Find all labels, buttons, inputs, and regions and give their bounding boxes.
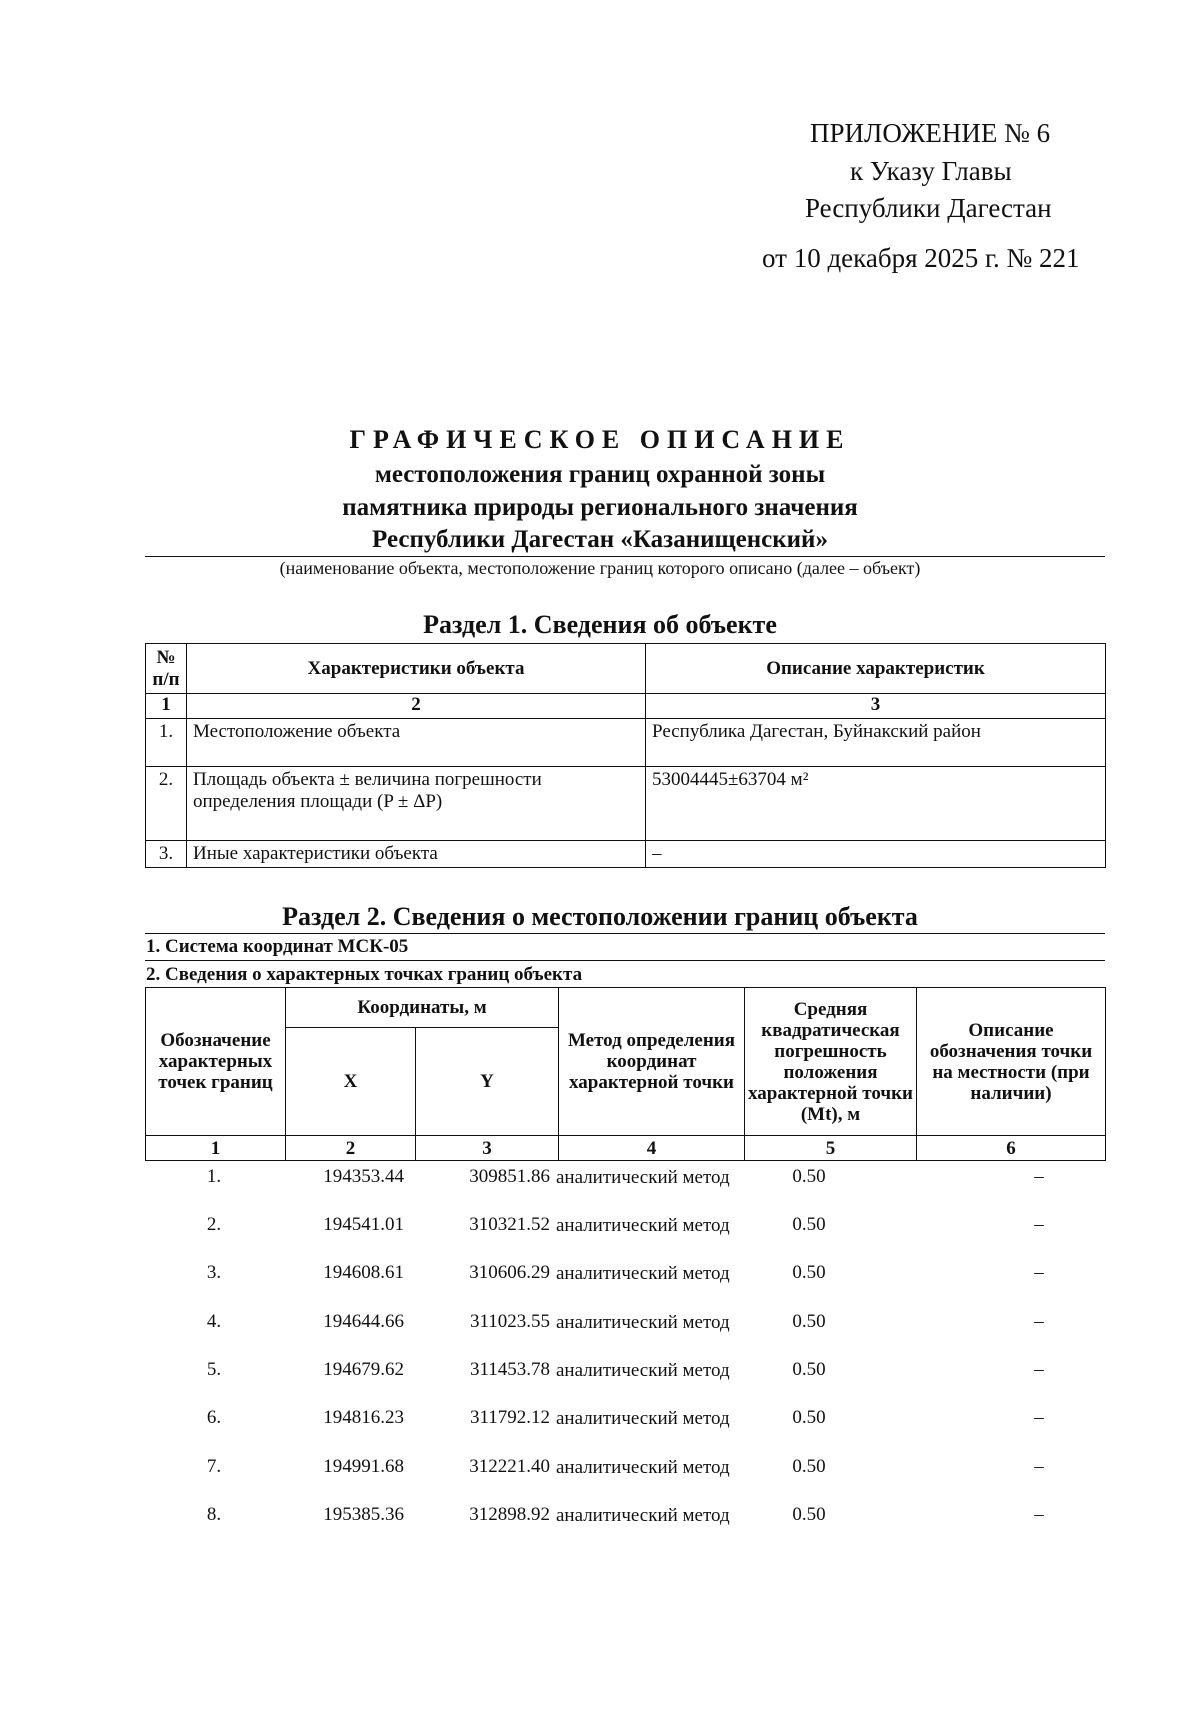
point-desc: – — [1034, 1456, 1044, 1477]
point-row — [144, 1359, 1109, 1407]
header-method: Метод определения координат характерной точки — [559, 988, 745, 1136]
point-mt: 0.50 — [792, 1214, 826, 1235]
header-description: Описание характеристик — [646, 644, 1106, 694]
table-row — [146, 841, 1106, 868]
points-header-table — [145, 987, 1106, 1161]
colnum-6: 6 — [917, 1136, 1106, 1161]
row-value: 53004445±63704 м² — [646, 767, 1106, 841]
table-row — [146, 719, 1106, 767]
header-desc: Описание обозначения точки на местности (при наличии) — [917, 988, 1106, 1136]
point-desc: – — [1034, 1407, 1044, 1428]
point-method: аналитический метод — [556, 1505, 730, 1526]
point-number: 7. — [206, 1456, 222, 1477]
colnum-2: 2 — [187, 694, 646, 719]
point-mt: 0.50 — [792, 1407, 826, 1428]
section2-title: Раздел 2. Сведения о местоположении границ объекта — [282, 902, 918, 931]
point-mt: 0.50 — [792, 1359, 826, 1380]
point-row — [144, 1262, 1109, 1310]
point-number: 5. — [206, 1359, 222, 1380]
point-desc: – — [1034, 1311, 1044, 1332]
points-header-row — [146, 988, 1106, 1028]
point-mt: 0.50 — [792, 1456, 826, 1477]
header-x: X — [286, 1028, 416, 1136]
header-coordinates: Координаты, м — [286, 988, 559, 1028]
point-y: 311792.12 — [469, 1407, 550, 1428]
point-desc: – — [1034, 1262, 1044, 1283]
document-title: ГРАФИЧЕСКОЕ ОПИСАНИЕ — [349, 425, 851, 454]
point-desc: – — [1034, 1166, 1044, 1187]
section1-title: Раздел 1. Сведения об объекте — [423, 610, 777, 639]
point-number: 1. — [206, 1166, 222, 1187]
colnum-3: 3 — [646, 694, 1106, 719]
point-number: 2. — [206, 1214, 222, 1235]
section1-header-row — [146, 644, 1106, 694]
point-method: аналитический метод — [556, 1263, 730, 1284]
point-mt: 0.50 — [792, 1262, 826, 1283]
point-desc: – — [1034, 1359, 1044, 1380]
point-method: аналитический метод — [556, 1215, 730, 1236]
point-number: 4. — [206, 1311, 222, 1332]
point-x: 194816.23 — [323, 1407, 404, 1428]
point-method: аналитический метод — [556, 1408, 730, 1429]
row-number: 3. — [146, 841, 187, 868]
point-row — [144, 1166, 1109, 1214]
point-number: 8. — [206, 1504, 222, 1525]
point-row — [144, 1456, 1109, 1504]
header-number: № п/п — [146, 644, 187, 694]
point-number: 3. — [206, 1262, 222, 1283]
point-y: 310606.29 — [469, 1262, 550, 1283]
point-x: 194608.61 — [323, 1262, 404, 1283]
title-caption: (наименование объекта, местоположение границ которого описано (далее – объект) — [279, 558, 921, 578]
section2-rule-mid — [145, 960, 1105, 961]
point-y: 311023.55 — [469, 1311, 550, 1332]
colnum-1: 1 — [146, 694, 187, 719]
points-colnum-row — [146, 1136, 1106, 1161]
title-line-2: местоположения границ охранной зоны — [374, 461, 826, 488]
point-y: 310321.52 — [469, 1214, 550, 1235]
point-desc: – — [1034, 1214, 1044, 1235]
point-x: 194353.44 — [323, 1166, 404, 1187]
point-y: 311453.78 — [469, 1359, 550, 1380]
point-row — [144, 1504, 1109, 1552]
title-line-3: памятника природы регионального значения — [342, 494, 858, 521]
table-row — [146, 767, 1106, 841]
appendix-decree-ref: к Указу Главы — [850, 156, 1012, 186]
colnum-2: 2 — [286, 1136, 416, 1161]
point-mt: 0.50 — [792, 1166, 826, 1187]
colnum-5: 5 — [745, 1136, 917, 1161]
point-mt: 0.50 — [792, 1504, 826, 1525]
point-number: 6. — [206, 1407, 222, 1428]
point-mt: 0.50 — [792, 1311, 826, 1332]
section2-rule-top — [145, 933, 1105, 934]
point-x: 194679.62 — [323, 1359, 404, 1380]
header-characteristic: Характеристики объекта — [187, 644, 646, 694]
point-row — [144, 1311, 1109, 1359]
coordinate-system: 1. Система координат МСК-05 — [146, 936, 409, 957]
point-x: 194991.68 — [323, 1456, 404, 1477]
row-name: Площадь объекта ± величина погрешности определения площади (P ± ΔP) — [187, 767, 646, 841]
colnum-4: 4 — [559, 1136, 745, 1161]
point-method: аналитический метод — [556, 1360, 730, 1381]
title-line-4: Республики Дагестан «Казанищенский» — [372, 526, 828, 553]
row-value: – — [646, 841, 1106, 868]
colnum-3: 3 — [416, 1136, 559, 1161]
point-x: 194644.66 — [323, 1311, 404, 1332]
point-x: 194541.01 — [323, 1214, 404, 1235]
row-name: Местоположение объекта — [187, 719, 646, 767]
colnum-1: 1 — [146, 1136, 286, 1161]
row-number: 2. — [146, 767, 187, 841]
points-subtitle: 2. Сведения о характерных точках границ объекта — [146, 964, 583, 985]
point-row — [144, 1407, 1109, 1455]
appendix-date: от 10 декабря 2025 г. № 221 — [762, 243, 1080, 273]
point-y: 312221.40 — [469, 1456, 550, 1477]
section1-table — [145, 643, 1106, 868]
point-method: аналитический метод — [556, 1167, 730, 1188]
appendix-number: ПРИЛОЖЕНИЕ № 6 — [810, 118, 1051, 148]
row-number: 1. — [146, 719, 187, 767]
row-name: Иные характеристики объекта — [187, 841, 646, 868]
point-y: 309851.86 — [469, 1166, 550, 1187]
point-x: 195385.36 — [323, 1504, 404, 1525]
point-row — [144, 1214, 1109, 1262]
section1-colnum-row — [146, 694, 1106, 719]
point-desc: – — [1034, 1504, 1044, 1525]
point-method: аналитический метод — [556, 1457, 730, 1478]
row-value: Республика Дагестан, Буйнакский район — [646, 719, 1106, 767]
header-mt: Средняя квадратическая погрешность положения характерной точки (Mt), м — [745, 988, 917, 1136]
point-y: 312898.92 — [469, 1504, 550, 1525]
header-y: Y — [416, 1028, 559, 1136]
point-method: аналитический метод — [556, 1312, 730, 1333]
appendix-republic: Республики Дагестан — [805, 193, 1052, 223]
title-underline — [145, 556, 1105, 557]
header-point: Обозначение характерных точек границ — [146, 988, 286, 1136]
